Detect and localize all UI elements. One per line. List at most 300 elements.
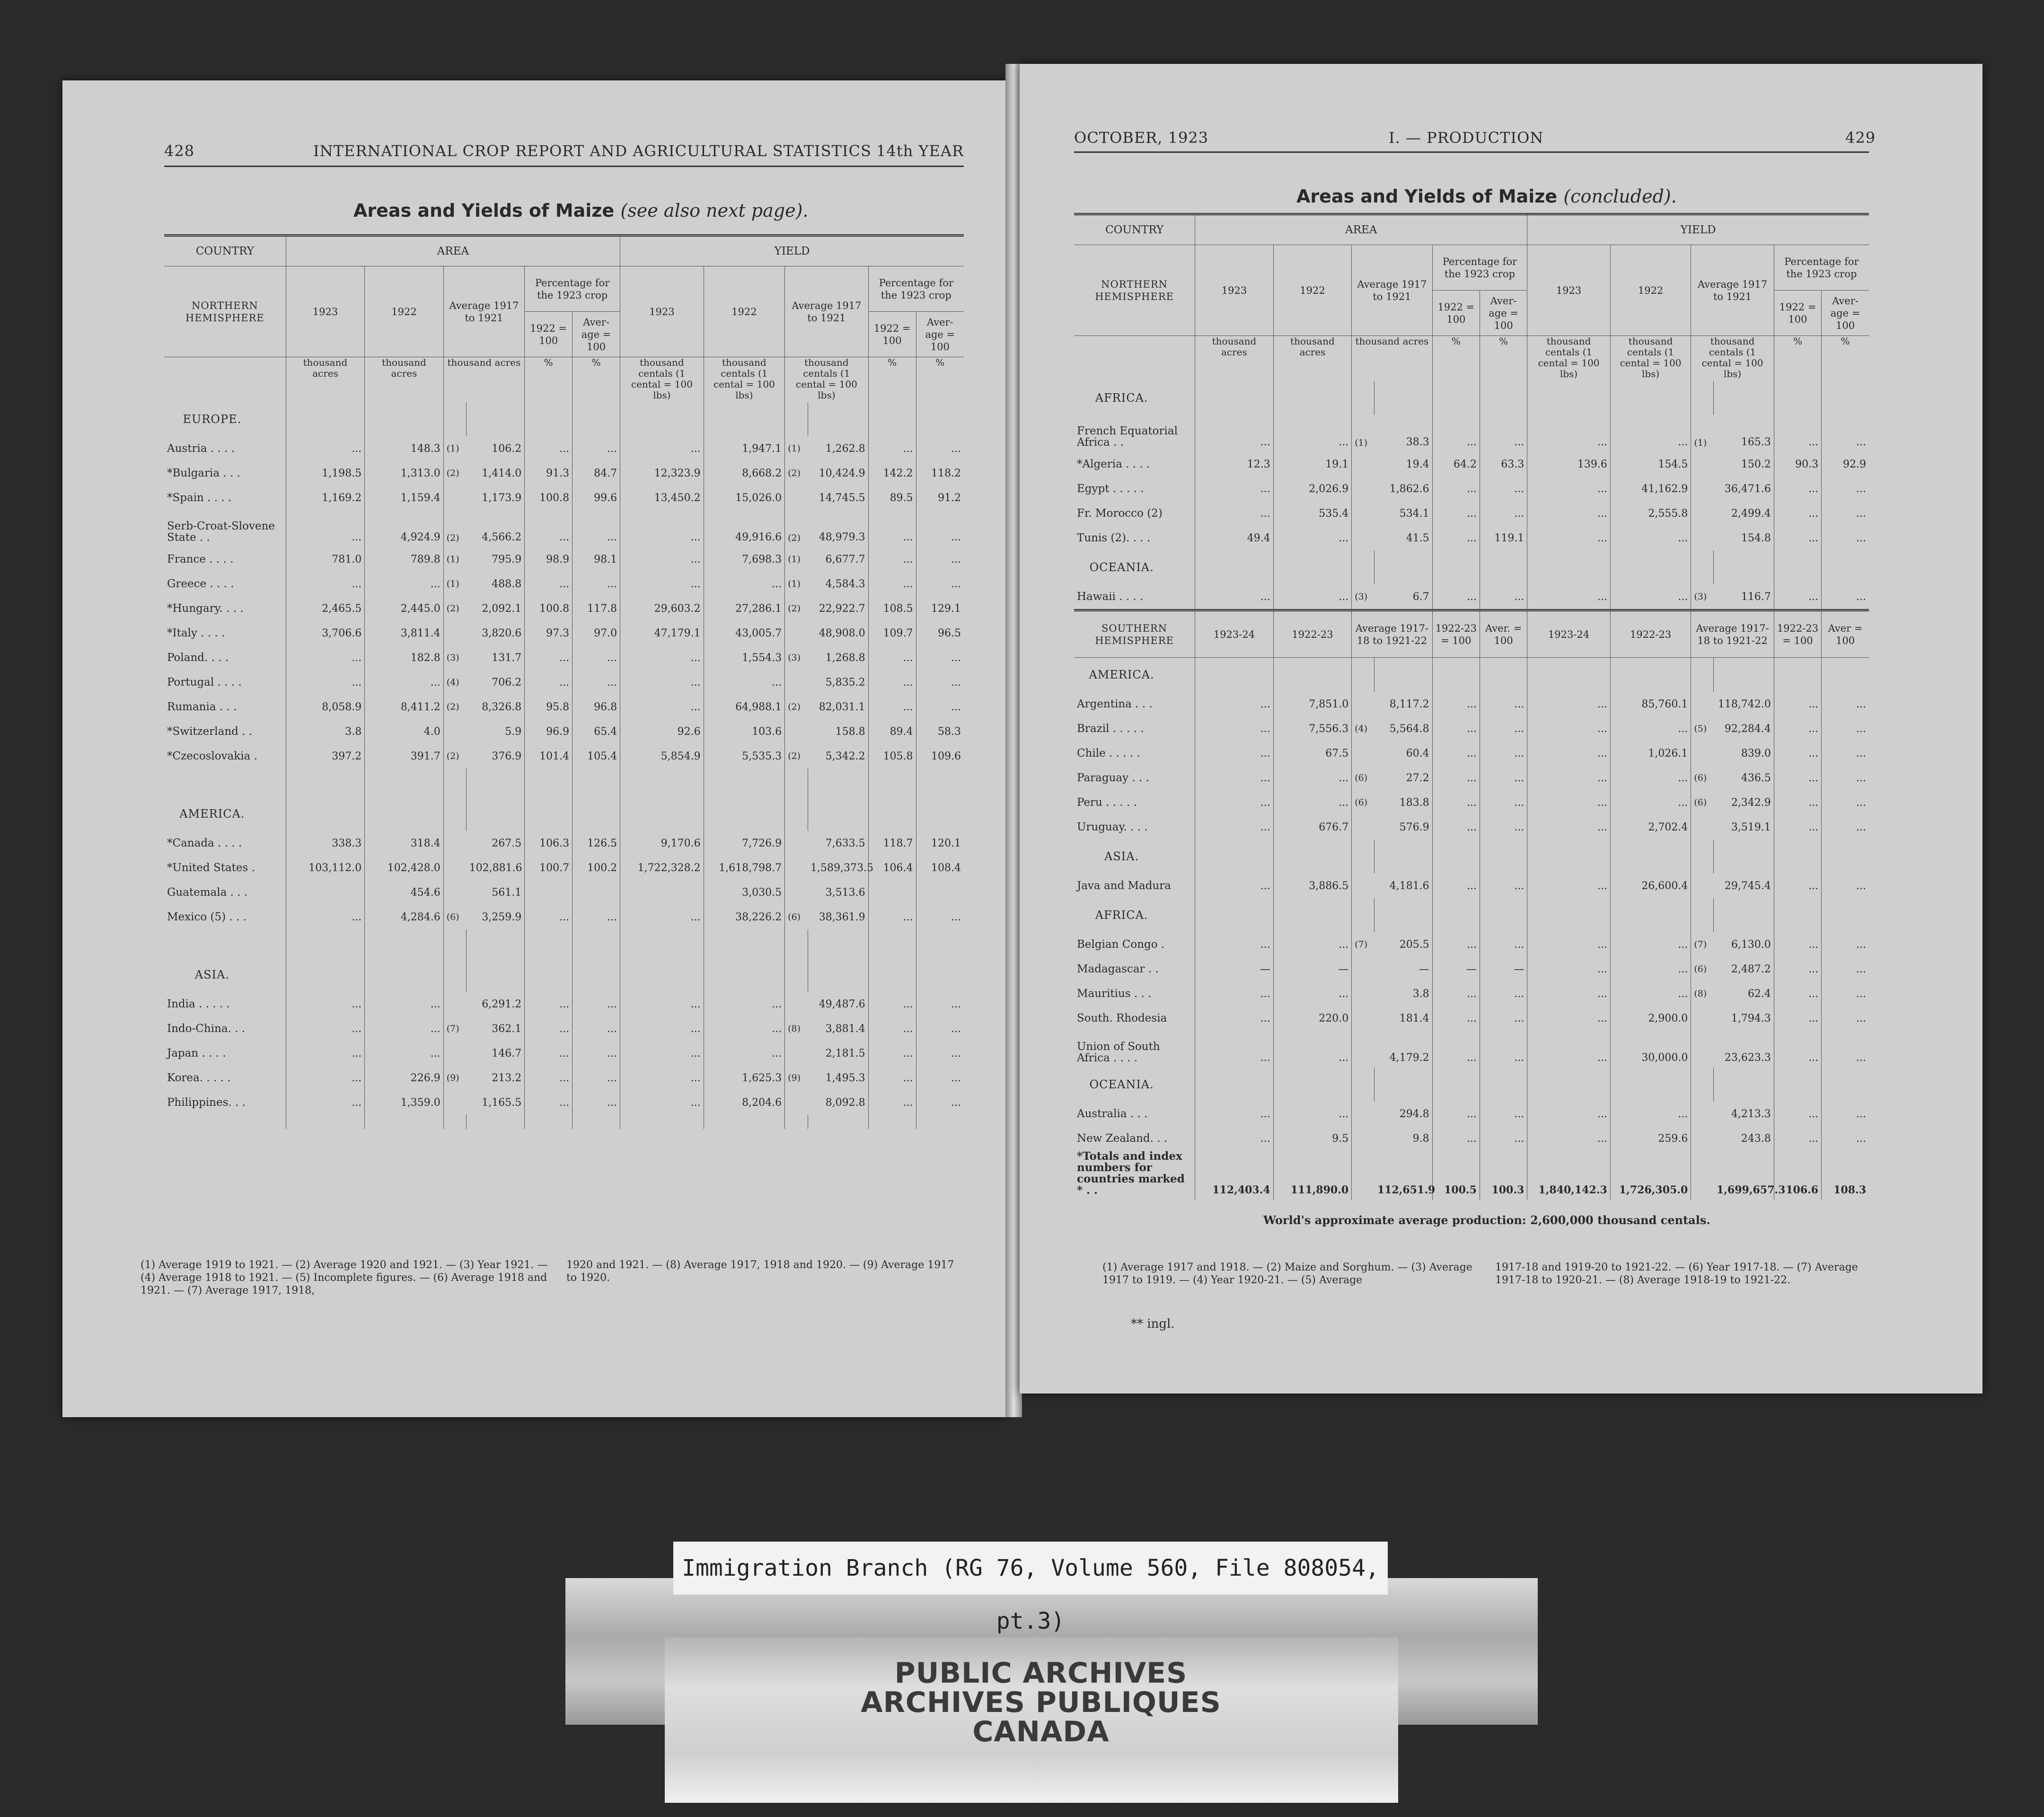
area-average: 795.9 <box>492 553 522 565</box>
yield-note: (6) <box>785 905 808 929</box>
area-1923: ... <box>286 670 364 695</box>
yield-pct-average: 96.5 <box>916 621 964 645</box>
blank-cell <box>365 929 443 958</box>
area-note <box>1352 526 1374 550</box>
yield-pct-average: ... <box>1822 476 1869 501</box>
area-pct-1922: ... <box>1432 815 1480 839</box>
country-name: Peru . . . . . <box>1077 796 1137 809</box>
year-1922-header: 1922 <box>1610 245 1691 336</box>
area-1923: 397.2 <box>286 744 364 768</box>
blank-cell <box>573 768 620 797</box>
blank-cell <box>620 1115 704 1129</box>
area-pct-1922: ... <box>1432 1031 1480 1067</box>
yield-average: 3,513.6 <box>825 886 865 899</box>
blank-cell <box>286 402 364 436</box>
yield-note <box>785 880 808 905</box>
blank-cell <box>1374 658 1432 692</box>
area-1923: 2,465.5 <box>286 596 364 621</box>
yield-average: 82,031.1 <box>819 701 865 713</box>
average-header: Average 1917 to 1921 <box>443 266 525 357</box>
area-1923: ... <box>1195 790 1273 815</box>
blank-cell <box>525 929 573 958</box>
unit-centals: thousand centals (1 cental = 100 lbs) <box>1691 336 1774 381</box>
blank-cell <box>785 1115 808 1129</box>
country-name: New Zealand. . . <box>1077 1132 1168 1145</box>
yield-pct-average: 92.9 <box>1822 452 1869 476</box>
area-average: 112,651.9 <box>1377 1184 1436 1196</box>
table-row <box>1074 1031 1869 1067</box>
blank-cell <box>1432 381 1480 415</box>
area-1922: 1,313.0 <box>365 461 443 485</box>
area-1923: ... <box>286 1016 364 1041</box>
yield-pct-average: ... <box>916 645 964 670</box>
southern-hemisphere-header: SOUTHERN HEMISPHERE <box>1095 622 1174 646</box>
yield-1923: 12,323.9 <box>620 461 704 485</box>
area-1922: 3,811.4 <box>365 621 443 645</box>
area-1922: 1,159.4 <box>365 485 443 510</box>
blank-cell <box>1432 1067 1480 1102</box>
yield-pct-average: 108.3 <box>1822 1151 1869 1200</box>
yield-1922: 259.6 <box>1610 1126 1691 1151</box>
blank-cell <box>704 768 785 797</box>
yield-pct-1922: 118.7 <box>868 831 916 856</box>
country-name: Union of South Africa . . . . <box>1077 1041 1160 1064</box>
yield-average: 36,471.6 <box>1724 483 1771 495</box>
country-name: *Hungary. . . . <box>167 602 244 615</box>
yield-average: 14,745.5 <box>819 492 865 504</box>
region-heading: AFRICA. <box>1095 391 1148 405</box>
units-blank <box>164 357 286 403</box>
area-pct-1922: ... <box>1432 584 1480 610</box>
blank-cell <box>868 1115 916 1129</box>
area-pct-1922: ... <box>525 905 573 929</box>
region-heading: AMERICA. <box>1089 668 1154 681</box>
country-name: *Totals and index numbers for countries marked * . . <box>1077 1150 1185 1197</box>
blank-cell <box>365 402 443 436</box>
yield-pct-average: ... <box>1822 1126 1869 1151</box>
area-pct-1922: ... <box>525 645 573 670</box>
area-average: 1,862.6 <box>1389 483 1429 495</box>
table-row <box>1074 815 1869 839</box>
blank-cell <box>443 958 466 992</box>
area-pct-1922: ... <box>1432 1102 1480 1126</box>
area-1923: ... <box>1195 873 1273 898</box>
blank-cell <box>1610 839 1691 873</box>
yield-average: 154.8 <box>1741 532 1771 544</box>
yield-pct-average: 58.3 <box>916 719 964 744</box>
yield-average: 2,342.9 <box>1731 796 1771 809</box>
area-note <box>1352 981 1374 1006</box>
blank-cell <box>1432 898 1480 932</box>
area-pct-average: ... <box>1480 932 1527 957</box>
yield-1922: 30,000.0 <box>1610 1031 1691 1067</box>
table-row <box>1074 501 1869 526</box>
blank-cell <box>573 1115 620 1129</box>
footnote: (1) Average 1919 to 1921. — (2) Average 1920 and 1921. — (3) Year 1921. — (4) Average 1918 to 1921. — (5) Incomplete figures. — (6) Average 1918 and 1921. — (7) Average 1917, 1918, <box>141 1259 548 1297</box>
area-pct-average: ... <box>573 436 620 461</box>
blank-cell <box>916 768 964 797</box>
area-average: 1,165.5 <box>482 1096 522 1109</box>
yield-average: 8,092.8 <box>825 1096 865 1109</box>
header-rule <box>164 166 964 167</box>
country-name: French Equatorial Africa . . <box>1077 425 1178 449</box>
yield-average: 116.7 <box>1741 591 1771 603</box>
table-row <box>1074 741 1869 766</box>
yield-average: 1,794.3 <box>1731 1012 1771 1024</box>
blank-cell <box>785 929 808 958</box>
area-1922: 4,284.6 <box>365 905 443 929</box>
area-pct-average: 63.3 <box>1480 452 1527 476</box>
area-pct-average: ... <box>1480 741 1527 766</box>
area-1923: 112,403.4 <box>1195 1151 1273 1200</box>
country-name: Greece . . . . <box>167 578 234 590</box>
yield-note <box>1691 873 1714 898</box>
yield-note <box>785 670 808 695</box>
blank-cell <box>1774 898 1821 932</box>
yield-note <box>1691 452 1714 476</box>
yield-1922: 8,204.6 <box>704 1090 785 1115</box>
yield-average: 10,424.9 <box>819 467 865 479</box>
blank-cell <box>1273 658 1351 692</box>
table-row <box>1074 452 1869 476</box>
blank-cell <box>1527 550 1611 584</box>
yield-pct-average: ... <box>916 1090 964 1115</box>
date-label: OCTOBER, 1923 <box>1074 129 1209 147</box>
yield-average: 150.2 <box>1741 458 1771 470</box>
yield-pct-average: ... <box>916 1016 964 1041</box>
unit-pct: % <box>1822 336 1869 381</box>
yield-1923: ... <box>620 1066 704 1090</box>
blank-cell <box>467 797 525 831</box>
yield-pct-1922: ... <box>868 905 916 929</box>
yield-note <box>1691 501 1714 526</box>
hemisphere-header: NORTHERN HEMISPHERE <box>1095 278 1174 302</box>
year-header: 1922-23 <box>1610 610 1691 658</box>
blank-cell <box>1822 658 1869 692</box>
pct-average-header: Aver-age = 100 <box>1822 291 1869 336</box>
area-1922: ... <box>1273 1031 1351 1067</box>
area-average: 205.5 <box>1399 938 1429 951</box>
blank-cell <box>1610 898 1691 932</box>
area-1922: 102,428.0 <box>365 856 443 880</box>
unit-pct: % <box>1774 336 1821 381</box>
yield-pct-1922: ... <box>868 695 916 719</box>
blank-cell <box>1822 381 1869 415</box>
yield-pct-average: ... <box>916 547 964 572</box>
yield-pct-1922: ... <box>868 992 916 1016</box>
region-heading: AFRICA. <box>1095 908 1148 922</box>
table-row <box>164 485 964 510</box>
yield-1923: ... <box>1527 1031 1611 1067</box>
yield-pct-average: 108.4 <box>916 856 964 880</box>
yield-note: (2) <box>785 695 808 719</box>
yield-pct-1922: 106.4 <box>868 856 916 880</box>
area-note <box>1352 1126 1374 1151</box>
table-row <box>164 645 964 670</box>
yield-note <box>1691 741 1714 766</box>
blank-cell <box>1610 381 1691 415</box>
table-row <box>1074 957 1869 981</box>
pct-header: Aver = 100 <box>1822 610 1869 658</box>
table-row <box>1074 981 1869 1006</box>
table-row <box>164 1041 964 1066</box>
area-average: 488.8 <box>492 578 522 590</box>
area-pct-average: ... <box>573 992 620 1016</box>
area-pct-1922: ... <box>1432 716 1480 741</box>
page-number: 428 <box>164 142 195 160</box>
area-1922: 182.8 <box>365 645 443 670</box>
blank-cell <box>443 768 466 797</box>
area-note <box>443 485 466 510</box>
right-page <box>1020 64 1982 1394</box>
yield-1923: ... <box>1527 815 1611 839</box>
yield-pct-average: ... <box>1822 815 1869 839</box>
country-name: Java and Madura <box>1077 880 1172 892</box>
section-label: I. — PRODUCTION <box>1389 129 1544 147</box>
area-1923: ... <box>286 1066 364 1090</box>
yield-note: (2) <box>785 596 808 621</box>
area-average: 8,326.8 <box>482 701 522 713</box>
country-name: Rumania . . . <box>167 701 237 713</box>
average-header: Average 1917 to 1921 <box>785 266 869 357</box>
table-row <box>1074 716 1869 741</box>
area-pct-average: 119.1 <box>1480 526 1527 550</box>
table-row <box>164 880 964 905</box>
area-1922: ... <box>1273 981 1351 1006</box>
spacer <box>164 929 286 958</box>
unit-pct: % <box>868 357 916 403</box>
yield-1923: ... <box>1527 1126 1611 1151</box>
area-1923: ... <box>1195 415 1273 452</box>
yield-pct-average: ... <box>1822 692 1869 716</box>
yield-1923: 13,450.2 <box>620 485 704 510</box>
blank-cell <box>1273 839 1351 873</box>
table-title: Areas and Yields of Maize (concluded). <box>1296 186 1677 207</box>
country-name: Belgian Congo . <box>1077 938 1165 951</box>
blank-cell <box>1432 658 1480 692</box>
blank-cell <box>916 929 964 958</box>
blank-cell <box>286 1115 364 1129</box>
area-1922: 220.0 <box>1273 1006 1351 1031</box>
pct-header: 1922-23 = 100 <box>1774 610 1821 658</box>
yield-1922: 1,618,798.7 <box>704 856 785 880</box>
area-note: (2) <box>443 744 466 768</box>
table-row <box>164 744 964 768</box>
yield-average: 23,623.3 <box>1724 1052 1771 1064</box>
area-1922: ... <box>365 572 443 596</box>
maize-table-right <box>1074 213 1869 1200</box>
yield-1922: 8,668.2 <box>704 461 785 485</box>
table-row <box>1074 1102 1869 1126</box>
area-average: 3.8 <box>1412 988 1429 1000</box>
area-pct-average: ... <box>1480 692 1527 716</box>
blank-cell <box>1714 658 1774 692</box>
pct-average-header: Aver-age = 100 <box>573 312 620 357</box>
area-average: 561.1 <box>492 886 522 899</box>
area-pct-1922: ... <box>525 510 573 547</box>
area-note: (2) <box>443 510 466 547</box>
area-pct-average: — <box>1480 957 1527 981</box>
blank-cell <box>1432 550 1480 584</box>
blank-cell <box>443 929 466 958</box>
area-1923: ... <box>286 905 364 929</box>
yield-1923: 1,722,328.2 <box>620 856 704 880</box>
yield-1923: ... <box>620 645 704 670</box>
area-1923: ... <box>1195 741 1273 766</box>
table-row <box>1074 932 1869 957</box>
unit-acres: thousand acres <box>365 357 443 403</box>
blank-cell <box>1195 550 1273 584</box>
year-1923-header: 1923 <box>1527 245 1611 336</box>
average-header: Average 1917-18 to 1921-22 <box>1352 610 1432 658</box>
table-row <box>164 719 964 744</box>
yield-pct-1922: ... <box>1774 932 1821 957</box>
area-1922: 7,851.0 <box>1273 692 1351 716</box>
unit-centals: thousand centals (1 cental = 100 lbs) <box>1610 336 1691 381</box>
yield-pct-1922: ... <box>868 1090 916 1115</box>
area-average: 2,092.1 <box>482 602 522 615</box>
area-note <box>1352 957 1374 981</box>
area-average: 27.2 <box>1406 772 1429 784</box>
table-row <box>164 572 964 596</box>
table-row <box>164 1066 964 1090</box>
yield-1923: ... <box>1527 932 1611 957</box>
year-1923-header: 1923 <box>620 266 704 357</box>
country-name: Paraguay . . . <box>1077 772 1149 784</box>
yield-1922: 103.6 <box>704 719 785 744</box>
yield-pct-1922: ... <box>1774 1102 1821 1126</box>
blank-cell <box>1774 839 1821 873</box>
yield-pct-1922: 89.4 <box>868 719 916 744</box>
yield-note <box>1691 476 1714 501</box>
yield-1922: ... <box>1610 415 1691 452</box>
area-pct-average: ... <box>1480 790 1527 815</box>
area-pct-1922: ... <box>1432 526 1480 550</box>
table-row <box>1074 1126 1869 1151</box>
yield-pct-average <box>916 880 964 905</box>
yield-pct-1922: ... <box>1774 692 1821 716</box>
unit-pct: % <box>573 357 620 403</box>
yield-1923: ... <box>620 905 704 929</box>
area-pct-average: 105.4 <box>573 744 620 768</box>
yield-1922: ... <box>704 992 785 1016</box>
footnote: (1) Average 1917 and 1918. — (2) Maize and Sorghum. — (3) Average 1917 to 1919. — (4) Year 1920-21. — (5) Average <box>1102 1261 1472 1286</box>
blank-cell <box>704 1115 785 1129</box>
area-pct-average: ... <box>1480 1031 1527 1067</box>
yield-1922: ... <box>1610 584 1691 610</box>
blank-cell <box>1374 381 1432 415</box>
area-pct-average: ... <box>1480 873 1527 898</box>
blank-cell <box>1822 1067 1869 1102</box>
area-1923: 12.3 <box>1195 452 1273 476</box>
yield-note: (2) <box>785 744 808 768</box>
yield-header: YIELD <box>620 236 964 266</box>
yield-average: 436.5 <box>1741 772 1771 784</box>
yield-pct-1922: ... <box>1774 1006 1821 1031</box>
yield-note <box>785 621 808 645</box>
yield-pct-average: ... <box>916 1066 964 1090</box>
country-header: COUNTRY <box>164 236 286 266</box>
country-name: Mauritius . . . <box>1077 988 1152 1000</box>
blank-cell <box>808 1115 868 1129</box>
area-1922: 4.0 <box>365 719 443 744</box>
area-average: 102,881.6 <box>469 862 522 874</box>
blank-cell <box>1527 898 1611 932</box>
table-row <box>164 1016 964 1041</box>
area-1922: 2,445.0 <box>365 596 443 621</box>
yield-average: 165.3 <box>1741 436 1771 448</box>
yield-note <box>1691 815 1714 839</box>
area-pct-average: ... <box>1480 815 1527 839</box>
blank-cell <box>525 797 573 831</box>
yield-1923: 47,179.1 <box>620 621 704 645</box>
blank-cell <box>1480 550 1527 584</box>
unit-acres: thousand acres <box>443 357 525 403</box>
area-pct-1922: 100.7 <box>525 856 573 880</box>
area-pct-average: ... <box>1480 476 1527 501</box>
yield-1923: ... <box>620 1041 704 1066</box>
blank-cell <box>1714 1067 1774 1102</box>
yield-pct-1922: ... <box>868 572 916 596</box>
area-pct-1922: ... <box>525 1016 573 1041</box>
yield-1923: ... <box>1527 716 1611 741</box>
area-average: 5.9 <box>505 725 522 738</box>
area-pct-average: 117.8 <box>573 596 620 621</box>
yield-pct-average: ... <box>1822 790 1869 815</box>
area-note <box>1352 741 1374 766</box>
blank-cell <box>573 929 620 958</box>
table-row <box>164 596 964 621</box>
area-1922: 789.8 <box>365 547 443 572</box>
unit-pct: % <box>916 357 964 403</box>
yield-note <box>1691 1102 1714 1126</box>
area-pct-average: 84.7 <box>573 461 620 485</box>
blank-cell <box>1480 898 1527 932</box>
spacer <box>164 768 286 797</box>
yield-1923: ... <box>1527 501 1611 526</box>
yield-pct-1922: ... <box>868 510 916 547</box>
yield-1922: 1,026.1 <box>1610 741 1691 766</box>
area-pct-1922: 100.8 <box>525 596 573 621</box>
yield-1923: ... <box>1527 476 1611 501</box>
area-note: (6) <box>443 905 466 929</box>
yield-pct-1922: ... <box>1774 584 1821 610</box>
country-name: India . . . . . <box>167 998 230 1010</box>
area-average: 362.1 <box>492 1023 522 1035</box>
area-1923: 338.3 <box>286 831 364 856</box>
area-1923: ... <box>1195 692 1273 716</box>
table-row <box>1074 415 1869 452</box>
yield-pct-1922: ... <box>868 1041 916 1066</box>
table-row <box>1074 476 1869 501</box>
yield-pct-average: ... <box>1822 741 1869 766</box>
yield-1923: ... <box>1527 584 1611 610</box>
blank-cell <box>808 929 868 958</box>
area-1922: ... <box>1273 526 1351 550</box>
area-note <box>443 1041 466 1066</box>
yield-1922: 1,947.1 <box>704 436 785 461</box>
blank-cell <box>525 402 573 436</box>
yield-1922: ... <box>704 572 785 596</box>
area-average: 294.8 <box>1399 1108 1429 1120</box>
country-name: Uruguay. . . . <box>1077 821 1148 833</box>
yield-note: (6) <box>1691 957 1714 981</box>
yield-average: 1,589,373.5 <box>811 862 873 874</box>
unit-centals: thousand centals (1 cental = 100 lbs) <box>1527 336 1611 381</box>
blank-cell <box>573 402 620 436</box>
table-row <box>164 547 964 572</box>
yield-average: 49,487.6 <box>819 998 865 1010</box>
